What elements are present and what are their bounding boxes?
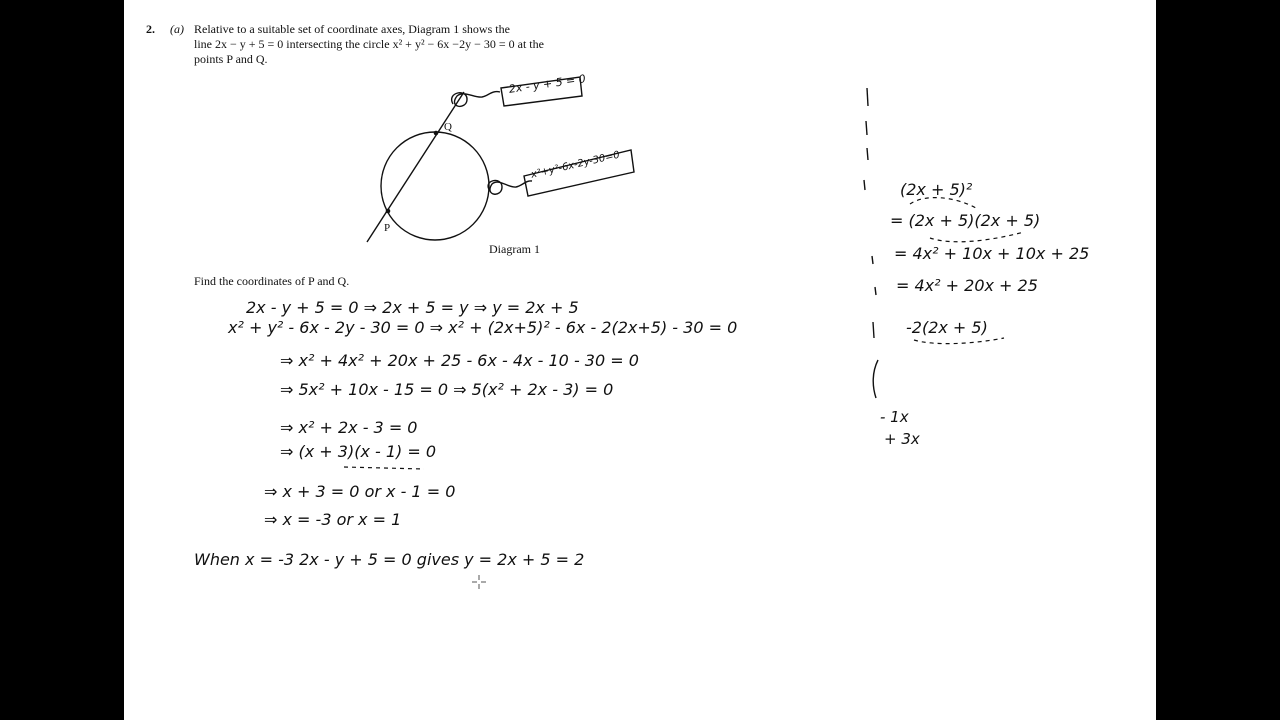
working-line-3: ⇒ x² + 4x² + 20x + 25 - 6x - 4x - 10 - 30 = 0 xyxy=(280,351,639,370)
diagram-caption: Diagram 1 xyxy=(489,242,540,256)
label-p: P xyxy=(384,222,391,234)
question-line-1: Relative to a suitable set of coordinate axes, Diagram 1 shows the xyxy=(194,22,510,36)
working-line-9: When x = -3 2x - y + 5 = 0 gives y = 2x + 5 = 2 xyxy=(194,550,585,569)
question-part: (a) xyxy=(170,22,184,36)
side-working-1: (2x + 5)² xyxy=(900,180,973,199)
question-number: 2. xyxy=(146,22,155,36)
working-line-2: x² + y² - 6x - 2y - 30 = 0 ⇒ x² + (2x+5)² - 6x - 2(2x+5) - 30 = 0 xyxy=(228,318,738,337)
cursor-crosshair-icon xyxy=(124,0,1156,720)
working-line-4: ⇒ 5x² + 10x - 15 = 0 ⇒ 5(x² + 2x - 3) = 0 xyxy=(280,380,614,399)
working-line-1: 2x - y + 5 = 0 ⇒ 2x + 5 = y ⇒ y = 2x + 5 xyxy=(246,298,579,317)
label-q: Q xyxy=(444,121,452,133)
working-line-8: ⇒ x = -3 or x = 1 xyxy=(264,510,402,529)
working-line-5: ⇒ x² + 2x - 3 = 0 xyxy=(280,418,418,437)
side-working-3: = 4x² + 10x + 10x + 25 xyxy=(894,244,1090,263)
working-line-7: ⇒ x + 3 = 0 or x - 1 = 0 xyxy=(264,482,456,501)
worksheet-page xyxy=(124,0,1156,720)
side-working-5: -2(2x + 5) xyxy=(906,318,988,337)
question-prompt: Find the coordinates of P and Q. xyxy=(194,274,350,288)
side-working-4: = 4x² + 20x + 25 xyxy=(896,276,1038,295)
question-line-2: line 2x − y + 5 = 0 intersecting the circle x² + y² − 6x −2y − 30 = 0 at the xyxy=(194,37,544,51)
circle-tag-text: x²+y²-6x-2y-30=0 xyxy=(530,149,621,181)
question-line-3: points P and Q. xyxy=(194,52,268,66)
working-line-6: ⇒ (x + 3)(x - 1) = 0 xyxy=(280,442,437,461)
line-tag-text: 2x - y + 5 = 0 xyxy=(508,72,587,96)
side-working-7: + 3x xyxy=(884,430,920,448)
side-working-2: = (2x + 5)(2x + 5) xyxy=(890,211,1041,230)
side-working-6: - 1x xyxy=(880,408,909,426)
